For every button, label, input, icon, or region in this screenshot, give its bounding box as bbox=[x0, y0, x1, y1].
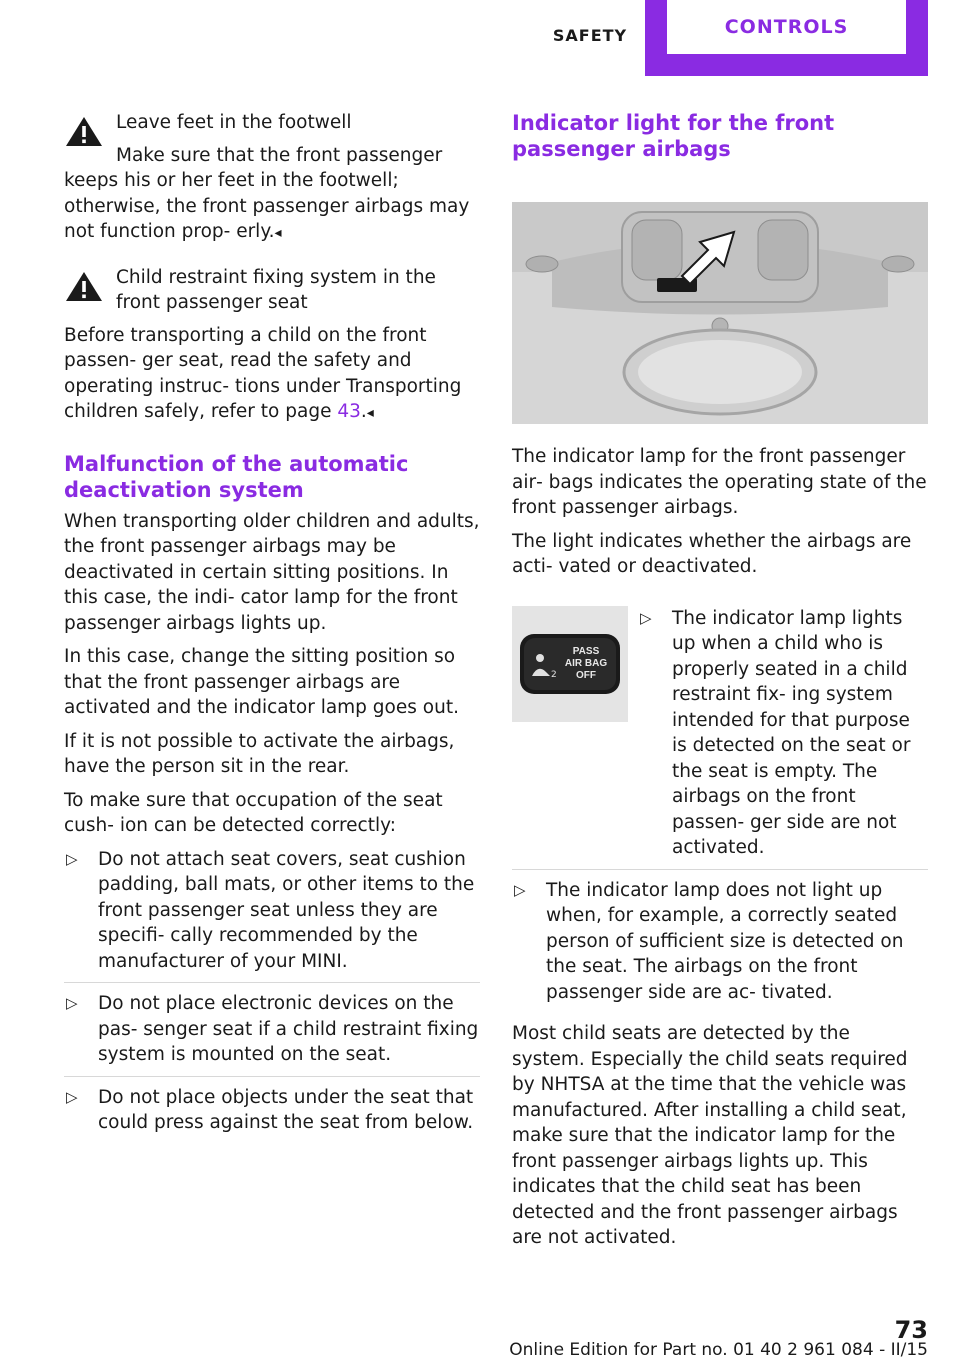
indicator-lamp-image bbox=[512, 606, 628, 722]
right-column bbox=[512, 110, 928, 1259]
lamp-label-line3: OFF bbox=[576, 669, 596, 681]
list-item-text: The indicator lamp lights up when a child who is properly seated in a child restraint fix‐ ing system intended for that purpose is detected on the seat or the seat is empty. The airbags on the front passen‐ ger side are not activated. bbox=[672, 607, 911, 858]
triangle-bullet-icon: ▷ bbox=[640, 608, 652, 627]
overhead-console-photo bbox=[512, 202, 928, 424]
triangle-bullet-icon: ▷ bbox=[66, 849, 78, 868]
list-item bbox=[512, 869, 928, 1014]
warning-feet bbox=[64, 110, 480, 247]
end-mark-icon: ◂ bbox=[366, 405, 374, 421]
list-item-text: Do not place objects under the seat that could press against the seat from below. bbox=[98, 1086, 474, 1133]
page-number: 73 bbox=[894, 1316, 928, 1344]
indicator-lamp-row bbox=[512, 606, 928, 869]
paragraph: The light indicates whether the airbags are acti‐ vated or deactivated. bbox=[512, 530, 912, 577]
list-item bbox=[638, 606, 928, 869]
header-tab-controls[interactable] bbox=[645, 0, 928, 76]
bullet-list bbox=[64, 847, 480, 1144]
warning-body-text: Make sure that the front passenger keeps his or her feet in the footwell; otherwise, the front passenger airbags may not function prop‐ erly. bbox=[64, 144, 470, 242]
header-tab-label: CONTROLS bbox=[667, 0, 906, 54]
section-title-indicator: Indicator light for the front passenger airbags bbox=[512, 111, 835, 161]
paragraph: In this case, change the sitting position so that the front passenger airbags are activated and the indicator lamp goes out. bbox=[64, 646, 459, 718]
warning-triangle-icon bbox=[64, 114, 104, 148]
triangle-bullet-icon: ▷ bbox=[66, 1087, 78, 1106]
link-period: . bbox=[360, 401, 367, 422]
left-column bbox=[64, 110, 480, 1152]
list-item-text: The indicator lamp does not light up when, for example, a correctly seated person of sufficient size is detected on the seat. The airbags on the front passenger side are ac‐ tivated. bbox=[546, 879, 904, 1003]
paragraph: If it is not possible to activate the airbags, have the person sit in the rear. bbox=[64, 730, 455, 777]
page-link[interactable]: 43 bbox=[337, 401, 361, 422]
airbag-off-indicator-icon bbox=[518, 632, 622, 696]
triangle-bullet-icon: ▷ bbox=[66, 994, 78, 1012]
paragraph: Most child seats are detected by the system. Especially the child seats required by NHTSA at the time that the vehicle was manufactured. After installing a child seat, make sure that the indicator lamp for the front passenger airbags lights up. This indicates that the child seat has been detected and the front passenger airbags are not activated. bbox=[512, 1023, 908, 1248]
warning-child-restraint bbox=[64, 265, 480, 427]
paragraph: When transporting older children and adults, the front passenger airbags may be deactivated in certain sitting positions. In this case, the indi‐ cator lamp for the front passenger airbags lights up. bbox=[64, 510, 480, 634]
warning-triangle-icon bbox=[64, 269, 104, 303]
list-item bbox=[64, 982, 480, 1076]
svg-text:2: 2 bbox=[551, 669, 557, 680]
paragraph: The indicator lamp for the front passenger air‐ bags indicates the operating state of the front passenger airbags. bbox=[512, 446, 927, 518]
warning-body bbox=[64, 143, 480, 247]
footer-edition: Online Edition for Part no. 01 40 2 961 084 - II/15 bbox=[509, 1340, 928, 1360]
section-title-malfunction: Malfunction of the automatic deactivation system bbox=[64, 451, 409, 502]
warning-title: Child restraint fixing system in the front passenger seat bbox=[116, 266, 436, 313]
bullet-list bbox=[512, 869, 928, 1014]
end-mark-icon: ◂ bbox=[274, 225, 282, 241]
overhead-console-illustration bbox=[512, 202, 928, 424]
warning-body bbox=[64, 323, 480, 427]
list-item-text: Do not attach seat covers, seat cushion padding, ball mats, or other items to the front passenger seat unless they are specifi‐ cally recommended by the manufacturer of your MINI. bbox=[98, 848, 475, 972]
lamp-label-line1: PASS bbox=[572, 645, 600, 657]
list-item bbox=[64, 1076, 480, 1144]
lamp-label-line2: AIR BAG bbox=[564, 657, 608, 669]
list-item bbox=[64, 847, 480, 983]
warning-body-text: Before transporting a child on the front passen‐ ger seat, read the safety and operating instruc‐ tions under Transporting children safely, refer to page bbox=[64, 324, 462, 422]
header-section-label: SAFETY bbox=[552, 26, 628, 45]
triangle-bullet-icon: ▷ bbox=[514, 880, 526, 899]
bullet-list bbox=[638, 606, 928, 869]
list-item-text: Do not place electronic devices on the pas‐ senger seat if a child restraint fixing system is mounted on the seat. bbox=[98, 993, 479, 1065]
paragraph: To make sure that occupation of the seat cush‐ ion can be detected correctly: bbox=[64, 789, 443, 836]
warning-title: Leave feet in the footwell bbox=[116, 112, 352, 133]
